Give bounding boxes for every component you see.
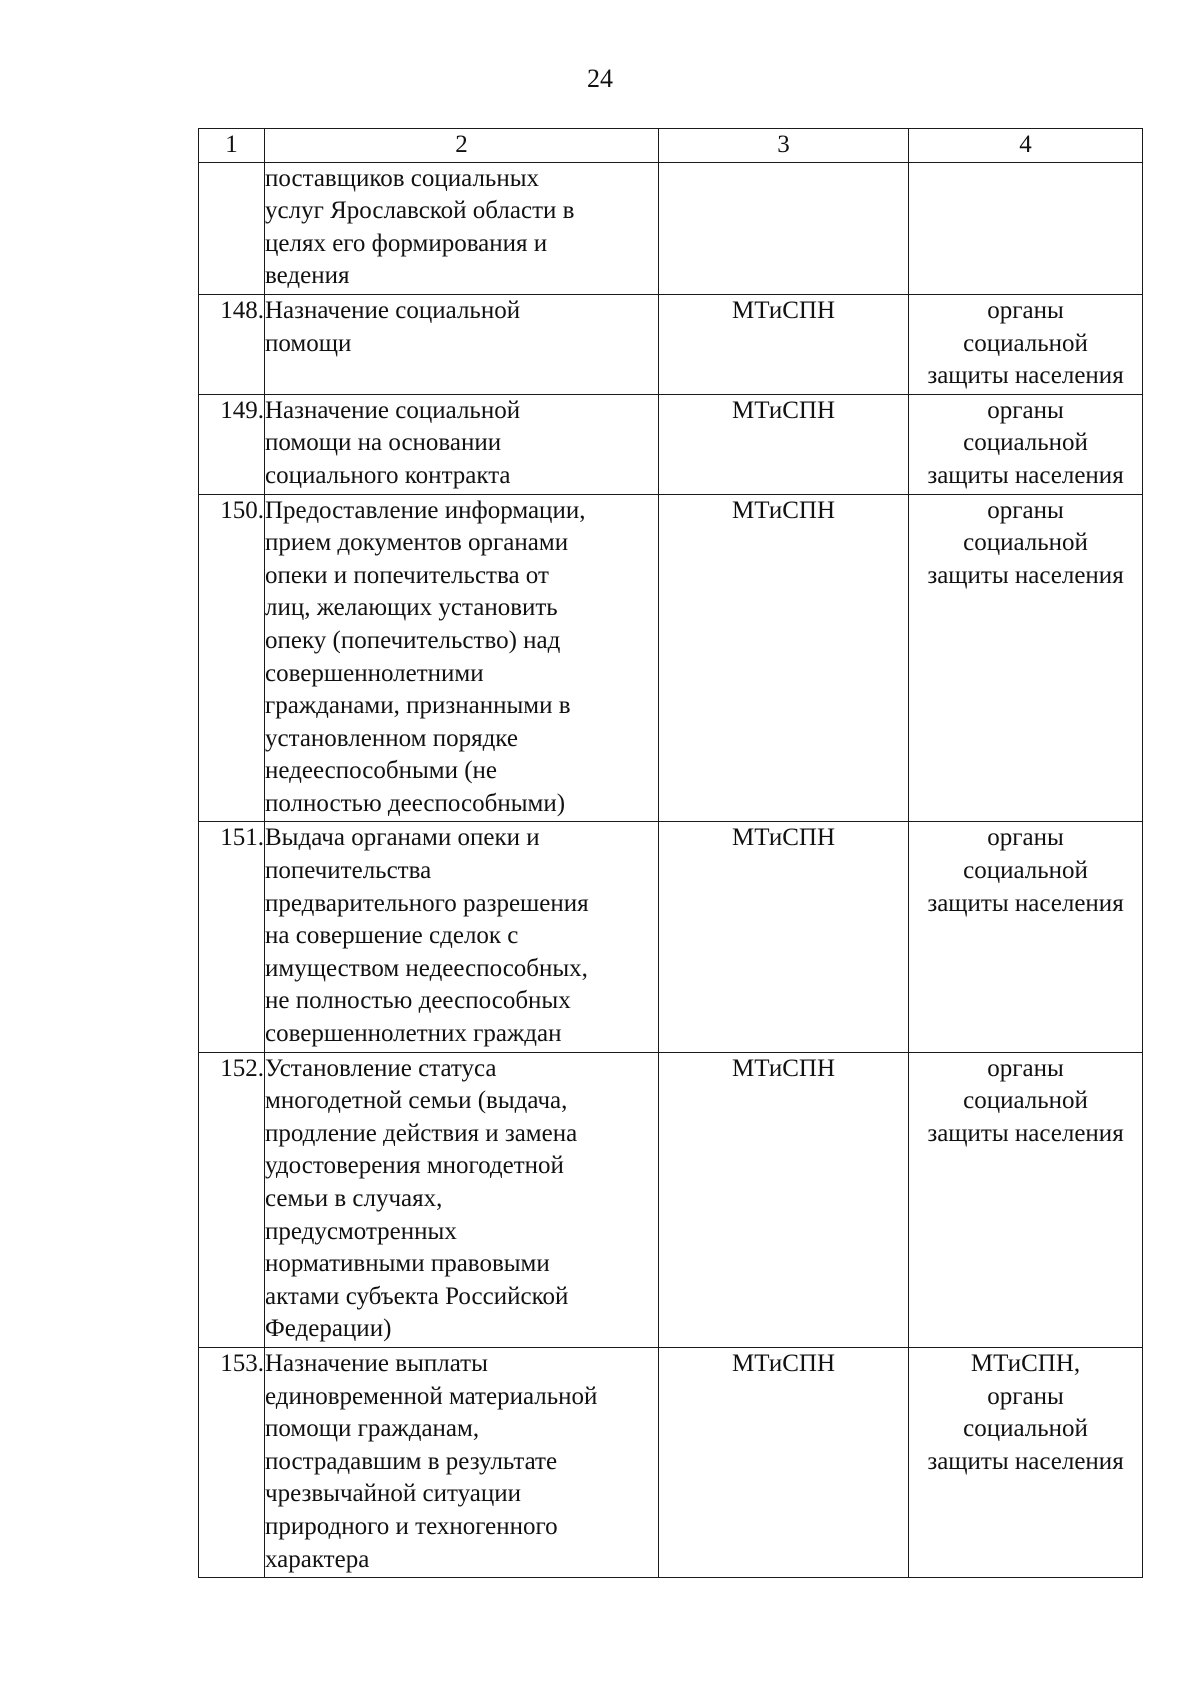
row-number: 152. <box>199 1052 265 1347</box>
service-name <box>265 494 659 822</box>
service-name <box>265 1347 659 1577</box>
executing-body-text: МТиСПН, органы социальной защиты населения <box>927 1349 1124 1475</box>
responsible-body <box>659 1347 909 1577</box>
executing-body <box>909 294 1143 394</box>
row-number: 153. <box>199 1347 265 1577</box>
responsible-body <box>659 394 909 494</box>
page-number: 24 <box>587 64 613 93</box>
executing-body-text: органы социальной защиты населения <box>927 824 1124 917</box>
service-name <box>265 162 659 294</box>
service-name-text: Предоставление информации, прием документов органами опеки и попечительства от лиц, желающих установить опеку (попечительство) над совершеннолетними гражданами, признанными в установленном порядке недееспособными (не полностью дееспособными) <box>265 496 586 817</box>
table-row <box>199 1347 1143 1577</box>
service-name-text: Назначение выплаты единовременной материальной помощи гражданам, пострадавшим в результате чрезвычайной ситуации природного и техногенного характера <box>265 1349 598 1573</box>
table-row <box>199 494 1143 822</box>
column-header-1: 1 <box>199 129 265 163</box>
responsible-body-text: МТиСПН <box>731 496 836 524</box>
responsible-body-text: МТиСПН <box>731 296 836 324</box>
row-number: 151. <box>199 822 265 1052</box>
executing-body <box>909 162 1143 294</box>
executing-body-text: органы социальной защиты населения <box>927 296 1124 390</box>
service-name <box>265 394 659 494</box>
executing-body-text: органы социальной защиты населения <box>927 396 1124 489</box>
row-number: 149. <box>199 394 265 494</box>
service-name-text: Установление статуса многодетной семьи (выдача, продление действия и замена удостоверения многодетной семьи в случаях, предусмотренных нормативными правовыми актами субъекта Российской Федерации) <box>265 1054 578 1343</box>
table-row <box>199 1052 1143 1347</box>
table-row <box>199 822 1143 1052</box>
row-number <box>199 162 265 294</box>
service-name-text: Назначение социальной помощи на основании социального контракта <box>265 396 521 489</box>
executing-body <box>909 1347 1143 1577</box>
responsible-body <box>659 162 909 294</box>
services-table <box>198 128 1143 1578</box>
service-name-text: Назначение социальной помощи <box>265 296 521 357</box>
service-name-text: поставщиков социальных услуг Ярославской области в целях его формирования и ведения <box>265 164 575 290</box>
responsible-body-text: МТиСПН <box>731 824 836 852</box>
table-row <box>199 162 1143 294</box>
column-header-4: 4 <box>909 129 1143 163</box>
executing-body <box>909 394 1143 494</box>
service-name-text: Выдача органами опеки и попечительства предварительного разрешения на совершение сделок с имуществом недееспособных, не полностью дееспособных совершеннолетних граждан <box>265 824 589 1048</box>
service-name <box>265 822 659 1052</box>
row-number: 150. <box>199 494 265 822</box>
responsible-body <box>659 294 909 394</box>
executing-body <box>909 822 1143 1052</box>
executing-body-text: органы социальной защиты населения <box>927 496 1124 589</box>
responsible-body <box>659 494 909 822</box>
responsible-body <box>659 1052 909 1347</box>
executing-body <box>909 494 1143 822</box>
executing-body-text: органы социальной защиты населения <box>927 1054 1124 1147</box>
column-header-2: 2 <box>265 129 659 163</box>
table-header-row <box>199 129 1143 163</box>
table-body <box>199 162 1143 1578</box>
responsible-body-text: МТиСПН <box>731 396 836 424</box>
service-name <box>265 294 659 394</box>
row-number: 148. <box>199 294 265 394</box>
responsible-body-text: МТиСПН <box>731 1054 836 1082</box>
table-row <box>199 294 1143 394</box>
responsible-body <box>659 822 909 1052</box>
column-header-3: 3 <box>659 129 909 163</box>
executing-body <box>909 1052 1143 1347</box>
responsible-body-text: МТиСПН <box>731 1349 836 1377</box>
service-name <box>265 1052 659 1347</box>
table-row <box>199 394 1143 494</box>
